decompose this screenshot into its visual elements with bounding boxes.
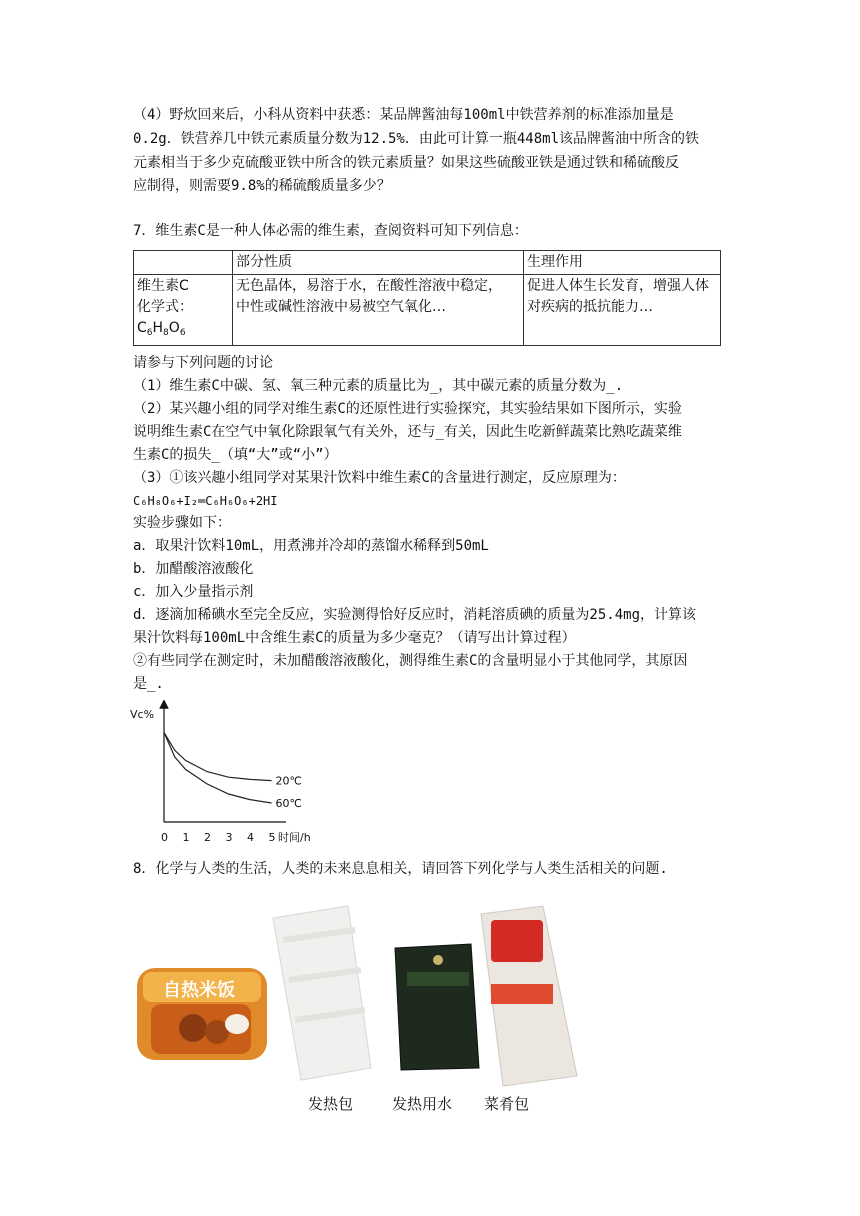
side-dish-pack-image [481, 906, 577, 1086]
q6-part4-line2: 0.2g．铁营养几中铁元素质量分数为12.5%．由此可计算一瓶448ml该品牌酱油中所含的铁 [133, 131, 699, 147]
product-label: 自热米饭 [163, 980, 235, 1001]
table-header-row [134, 251, 721, 275]
caption-heating-water: 发热用水 [392, 1095, 453, 1113]
q6-part4-line3: 元素相当于多少克硫酸亚铁中所含的铁元素质量？如果这些硫酸亚铁是通过铁和稀硫酸反 [133, 155, 679, 171]
self-heating-rice-photo [133, 900, 593, 1095]
q7-title: 7．维生素C是一种人体必需的维生素，查阅资料可知下列信息： [133, 223, 528, 239]
row-label-formula: $C_6H_8O_6$ [137, 320, 186, 338]
x-tick-label: 2 [204, 831, 211, 844]
effect-line-1: 促进人体生长发育，增强人体 [527, 278, 709, 294]
effects-cell [524, 275, 721, 346]
vitamin-c-info-table [133, 250, 721, 346]
table-header-empty [134, 251, 233, 275]
q7-question-2-line3: 生素C的损失_（填“大”或“小”） [133, 447, 338, 463]
vc-decay-chart [128, 700, 328, 850]
x-tick-label: 3 [225, 831, 233, 844]
chart-series-group [164, 732, 302, 810]
q8-title: 8．化学与人类的生活，人类的未来息息相关，请回答下列化学与人类生活相关的问题. [133, 861, 668, 877]
x-tick-label: 1 [182, 831, 190, 844]
x-tick-label: 0 [161, 831, 168, 844]
q7-question-2-line1: （2）某兴趣小组的同学对维生素C的还原性进行实验探究，其实验结果如下图所示，实验 [133, 401, 682, 417]
caption-side-dish-pack: 菜肴包 [484, 1095, 530, 1113]
heating-water-pack-image [395, 944, 479, 1070]
q6-part4-line1: （4）野炊回来后，小科从资料中获悉：某品牌酱油每100ml中铁营养剂的标准添加量是 [133, 107, 674, 123]
table-header-effects: 生理作用 [524, 251, 721, 275]
x-axis-label: 时间/h [278, 831, 311, 844]
y-axis-label: Vc% [130, 708, 155, 721]
series-line-0 [164, 732, 272, 780]
q7-question-1: （1）维生素C中碳、氢、氧三种元素的质量比为_，其中碳元素的质量分数为_. [133, 378, 624, 394]
q7-intro: 请参与下列问题的讨论 [133, 355, 273, 371]
row-label-cell [134, 275, 233, 346]
step-b: b．加醋酸溶液酸化 [133, 561, 254, 577]
effect-line-2: 对疾病的抵抗能力… [527, 299, 653, 315]
caption-heating-pack: 发热包 [308, 1095, 354, 1113]
x-tick-label: 5 [268, 831, 276, 844]
properties-cell [233, 275, 524, 346]
series-label-0: 20℃ [275, 774, 302, 788]
property-line-2: 中性或碱性溶液中易被空气氧化… [236, 299, 446, 315]
q7-question-3-2-line1: ②有些同学在测定时，未加醋酸溶液酸化，测得维生素C的含量明显小于其他同学，其原因 [133, 653, 688, 669]
steps-title: 实验步骤如下： [133, 515, 231, 531]
step-d-line2: 果汁饮料每100mL中含维生素C的质量为多少毫克？（请写出计算过程） [133, 630, 576, 646]
row-label-formula-caption: 化学式： [137, 299, 193, 315]
x-tick-labels [161, 831, 276, 844]
reaction-equation: C₆H₈O₆+I₂═C₆H₆O₆+2HI [133, 494, 278, 508]
q7-question-2-line2: 说明维生素C在空气中氧化除跟氧气有关外，还与_有关，因此生吃新鲜蔬菜比熟吃蔬菜维 [133, 424, 682, 440]
q6-part4-line4: 应制得，则需要9.8%的稀硫酸质量多少？ [133, 178, 391, 194]
step-d-line1: d．逐滴加稀碘水至完全反应，实验测得恰好反应时，消耗溶质碘的质量为25.4mg，计算该 [133, 607, 696, 623]
step-a: a．取果汁饮料10mL，用煮沸并冷却的蒸馏水稀释到50mL [133, 538, 489, 554]
property-line-1: 无色晶体，易溶于水，在酸性溶液中稳定， [236, 278, 502, 294]
table-header-properties: 部分性质 [233, 251, 524, 275]
q7-question-3-2-line2: 是_. [133, 676, 164, 692]
series-line-1 [164, 732, 272, 803]
q7-question-3-line1: （3）①该兴趣小组同学对某果汁饮料中维生素C的含量进行测定，反应原理为： [133, 470, 626, 486]
heating-pack-image [273, 906, 371, 1080]
series-label-1: 60℃ [275, 796, 302, 810]
table-row [134, 275, 721, 346]
x-tick-label: 4 [247, 831, 254, 844]
rice-box-image [137, 968, 267, 1060]
row-label-name: 维生素C [137, 278, 189, 294]
step-c: c．加入少量指示剂 [133, 584, 254, 600]
